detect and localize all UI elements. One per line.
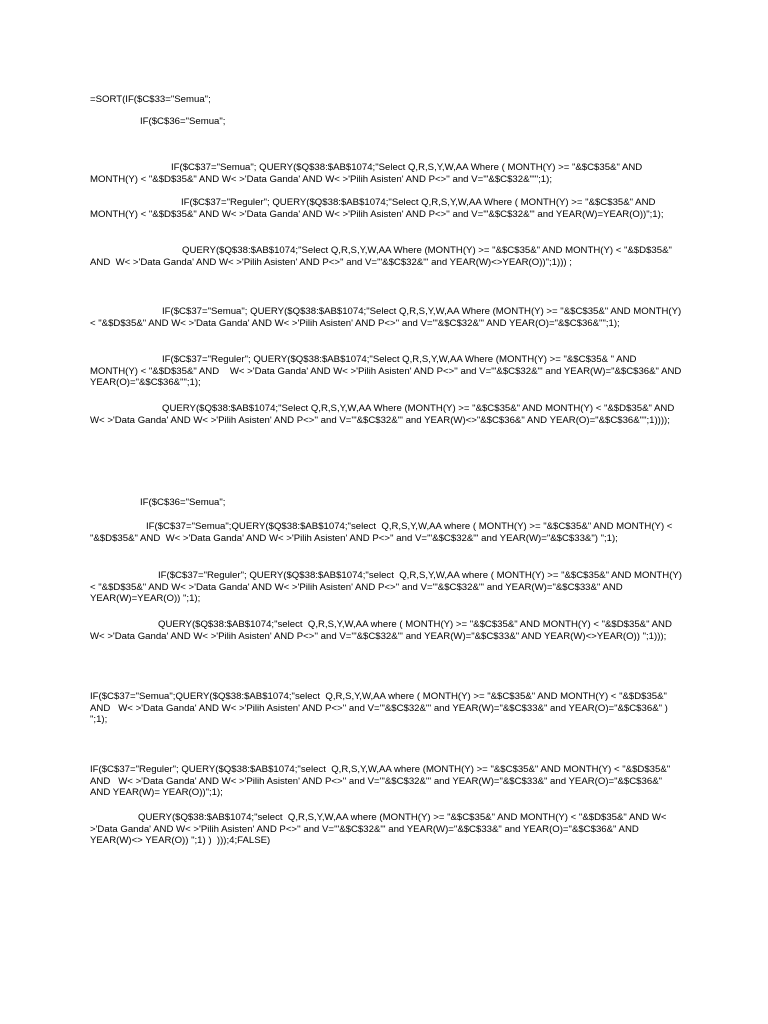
formula-line-2: IF($C$36="Semua";	[140, 116, 226, 127]
formula-line-5: QUERY($Q$38:$AB$1074;"Select Q,R,S,Y,W,AA Where (MONTH(Y) >= "&$C$35&" AND MONTH(Y) < "&$D$35&" AND W< >'Data Ganda' AND W< >'Pilih Asisten' AND P<>'' and V='"&$C$32&"' and YEAR(W)<>YEAR(O))";1))) ;	[90, 245, 675, 268]
formula-line-10: IF($C$37="Semua";QUERY($Q$38:$AB$1074;"select Q,R,S,Y,W,AA where ( MONTH(Y) >= "&$C$35&" AND MONTH(Y) < "&$D$35&" AND W< >'Data Ganda' AND W< >'Pilih Asisten' AND P<>'' and V='"&$C$32&"' and YEAR(W)="&$C$33&") ";1);	[90, 521, 676, 544]
formula-line-15: QUERY($Q$38:$AB$1074;"select Q,R,S,Y,W,AA where (MONTH(Y) >= "&$C$35&" AND MONTH(Y) < "&$D$35&" AND W< >'Data Ganda' AND W< >'Pilih Asisten' AND P<>'' and V='"&$C$32&"' and YEAR(W)="&$C$33&" and YEAR(O)="&$C$36&" AND YEAR(W)<> YEAR(O)) ";1) ) )));4;FALSE)	[90, 812, 670, 847]
formula-line-6: IF($C$37="Semua"; QUERY($Q$38:$AB$1074;"Select Q,R,S,Y,W,AA Where (MONTH(Y) >= "&$C$35&" AND MONTH(Y) < "&$D$35&" AND W< >'Data Ganda' AND W< >'Pilih Asisten' AND P<>'' and V='"&$C$32&"' AND YEAR(O)="&$C$36&"";1);	[90, 306, 684, 329]
formula-line-12: QUERY($Q$38:$AB$1074;"select Q,R,S,Y,W,AA where ( MONTH(Y) >= "&$C$35&" AND MONTH(Y) < "&$D$35&" AND W< >'Data Ganda' AND W< >'Pilih Asisten' AND P<>'' and V='"&$C$32&"' and YEAR(W)="&$C$33&" AND YEAR(W)<>YEAR(O)) ";1)));	[90, 619, 680, 642]
formula-line-3: IF($C$37="Semua"; QUERY($Q$38:$AB$1074;"Select Q,R,S,Y,W,AA Where ( MONTH(Y) >= "&$C$35&" AND MONTH(Y) < "&$D$35&" AND W< >'Data Ganda' AND W< >'Pilih Asisten' AND P<>'' and V='"&$C$32&"'";1);	[90, 162, 645, 185]
formula-line-14: IF($C$37="Reguler"; QUERY($Q$38:$AB$1074;"select Q,R,S,Y,W,AA where (MONTH(Y) >= "&$C$35&" AND MONTH(Y) < "&$D$35&" AND W< >'Data Ganda' AND W< >'Pilih Asisten' AND P<>'' and V='"&$C$32&"' and YEAR(W)="&$C$33&" and YEAR(O)="&$C$36&" AND YEAR(W)= YEAR(O))";1);	[90, 764, 673, 799]
formula-line-4: IF($C$37="Reguler"; QUERY($Q$38:$AB$1074;"Select Q,R,S,Y,W,AA Where ( MONTH(Y) >= "&$C$35&" AND MONTH(Y) < "&$D$35&" AND W< >'Data Ganda' AND W< >'Pilih Asisten' AND P<>'' and V='"&$C$32&"' and YEAR(W)=YEAR(O))";1);	[90, 197, 664, 220]
formula-line-1: =SORT(IF($C$33="Semua";	[90, 94, 211, 105]
formula-line-13: IF($C$37="Semua";QUERY($Q$38:$AB$1074;"select Q,R,S,Y,W,AA where ( MONTH(Y) >= "&$C$35&" AND MONTH(Y) < "&$D$35&" AND W< >'Data Ganda' AND W< >'Pilih Asisten' AND P<>'' and V='"&$C$32&"' and YEAR(W)="&$C$33&" and YEAR(O)="&$C$36&" ) ";1);	[90, 691, 671, 726]
formula-line-11: IF($C$37="Reguler"; QUERY($Q$38:$AB$1074;"select Q,R,S,Y,W,AA where ( MONTH(Y) >= "&$C$35&" AND MONTH(Y) < "&$D$35&" AND W< >'Data Ganda' AND W< >'Pilih Asisten' AND P<>'' and V='"&$C$32&"' and YEAR(W)="&$C$33&" AND YEAR(W)=YEAR(O)) ";1);	[90, 570, 685, 605]
formula-line-7: IF($C$37="Reguler"; QUERY($Q$38:$AB$1074;"Select Q,R,S,Y,W,AA Where (MONTH(Y) >= "&$C$35& " AND MONTH(Y) < "&$D$35&" AND W< >'Data Ganda' AND W< >'Pilih Asisten' AND P<>'' and V='"&$C$32&"' and YEAR(W)="&$C$36&" AND YEAR(O)="&$C$36&"";1);	[90, 354, 684, 389]
formula-line-9: IF($C$36="Semua";	[140, 497, 226, 508]
formula-line-8: QUERY($Q$38:$AB$1074;"Select Q,R,S,Y,W,AA Where (MONTH(Y) >= "&$C$35&" AND MONTH(Y) < "&$D$35&" AND W< >'Data Ganda' AND W< >'Pilih Asisten' AND P<>'' and V='"&$C$32&"' and YEAR(W)<>"&$C$36&" AND YEAR(O)="&$C$36&"";1))));	[90, 403, 677, 426]
